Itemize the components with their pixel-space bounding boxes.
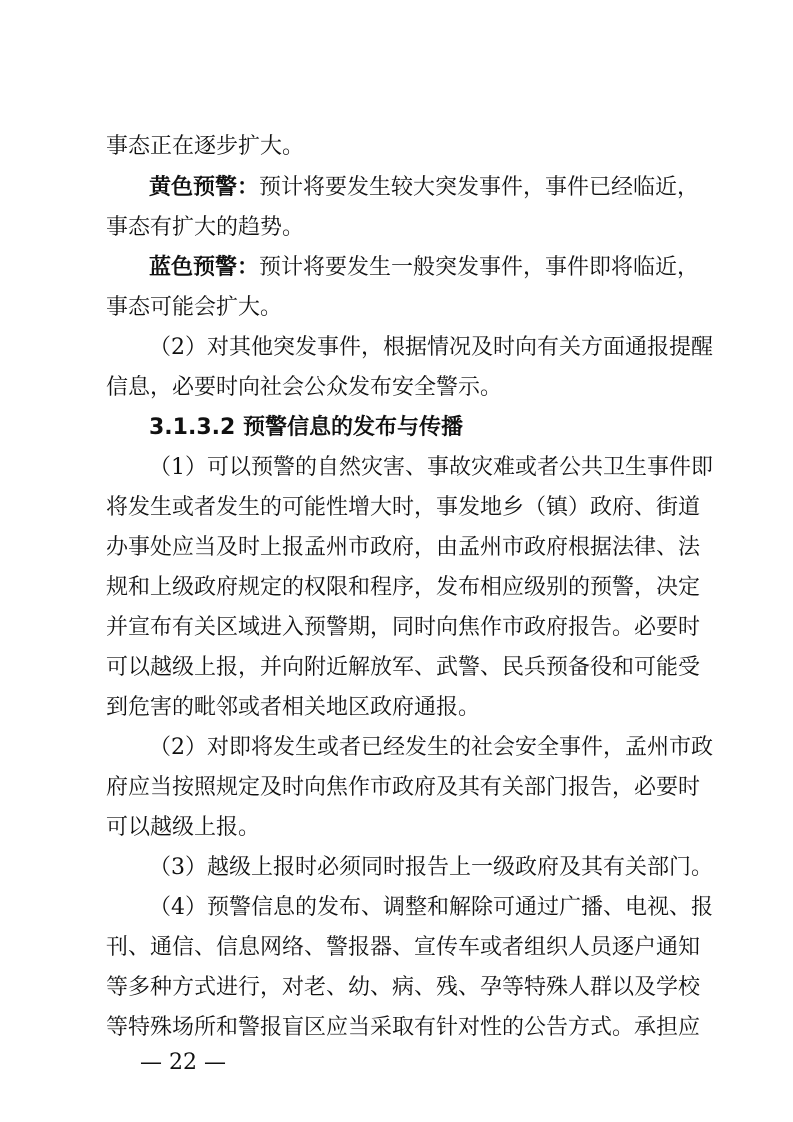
section-heading: 3.1.3.2 预警信息的发布与传播 — [149, 415, 463, 440]
body-text-line: 可以越级上报，并向附近解放军、武警、民兵预备役和可能受 — [106, 655, 701, 680]
body-text-line: 府应当按照规定及时向焦作市政府及其有关部门报告，必要时 — [106, 775, 701, 800]
body-text-line: 等多种方式进行，对老、幼、病、残、孕等特殊人群以及学校 — [106, 975, 701, 1000]
body-text-line: （4）预警信息的发布、调整和解除可通过广播、电视、报 — [149, 895, 713, 920]
body-text-line: 事态正在逐步扩大。 — [106, 134, 305, 159]
body-text-line: （2）对即将发生或者已经发生的社会安全事件，孟州市政 — [149, 735, 713, 760]
body-text-line: （2）对其他突发事件，根据情况及时向有关方面通报提醒 — [149, 335, 713, 360]
body-text-line: 等特殊场所和警报盲区应当采取有针对性的公告方式。承担应 — [106, 1015, 701, 1040]
body-text-line: 事态有扩大的趋势。 — [106, 215, 305, 240]
warning-level-label: 蓝色预警： — [149, 255, 260, 280]
body-text-line: （1）可以预警的自然灾害、事故灾难或者公共卫生事件即 — [149, 455, 713, 480]
body-text-line: 事态可能会扩大。 — [106, 295, 283, 320]
body-text-line — [149, 248, 700, 288]
body-text-line: 将发生或者发生的可能性增大时，事发地乡（镇）政府、街道 — [106, 495, 701, 520]
body-text-line: 信息，必要时向社会公众发布安全警示。 — [106, 375, 503, 400]
body-text-line: 规和上级政府规定的权限和程序，发布相应级别的预警，决定 — [106, 575, 701, 600]
body-text-line: （3）越级上报时必须同时报告上一级政府及其有关部门。 — [149, 855, 713, 880]
body-text-line: 到危害的毗邻或者相关地区政府通报。 — [106, 695, 481, 720]
body-text-span: 预计将要发生一般突发事件，事件即将临近， — [259, 255, 700, 280]
warning-level-label: 黄色预警： — [149, 175, 260, 200]
body-text-line: 办事处应当及时上报孟州市政府，由孟州市政府根据法律、法 — [106, 535, 701, 560]
page-number: — 22 — — [140, 1050, 226, 1075]
body-text-line: 并宣布有关区域进入预警期，同时向焦作市政府报告。必要时 — [106, 615, 701, 640]
body-text-span: 预计将要发生较大突发事件，事件已经临近， — [259, 175, 700, 200]
body-text-line: 刊、通信、信息网络、警报器、宣传车或者组织人员逐户通知 — [106, 935, 701, 960]
body-text-line: 可以越级上报。 — [106, 815, 261, 840]
body-text-line — [149, 168, 700, 208]
